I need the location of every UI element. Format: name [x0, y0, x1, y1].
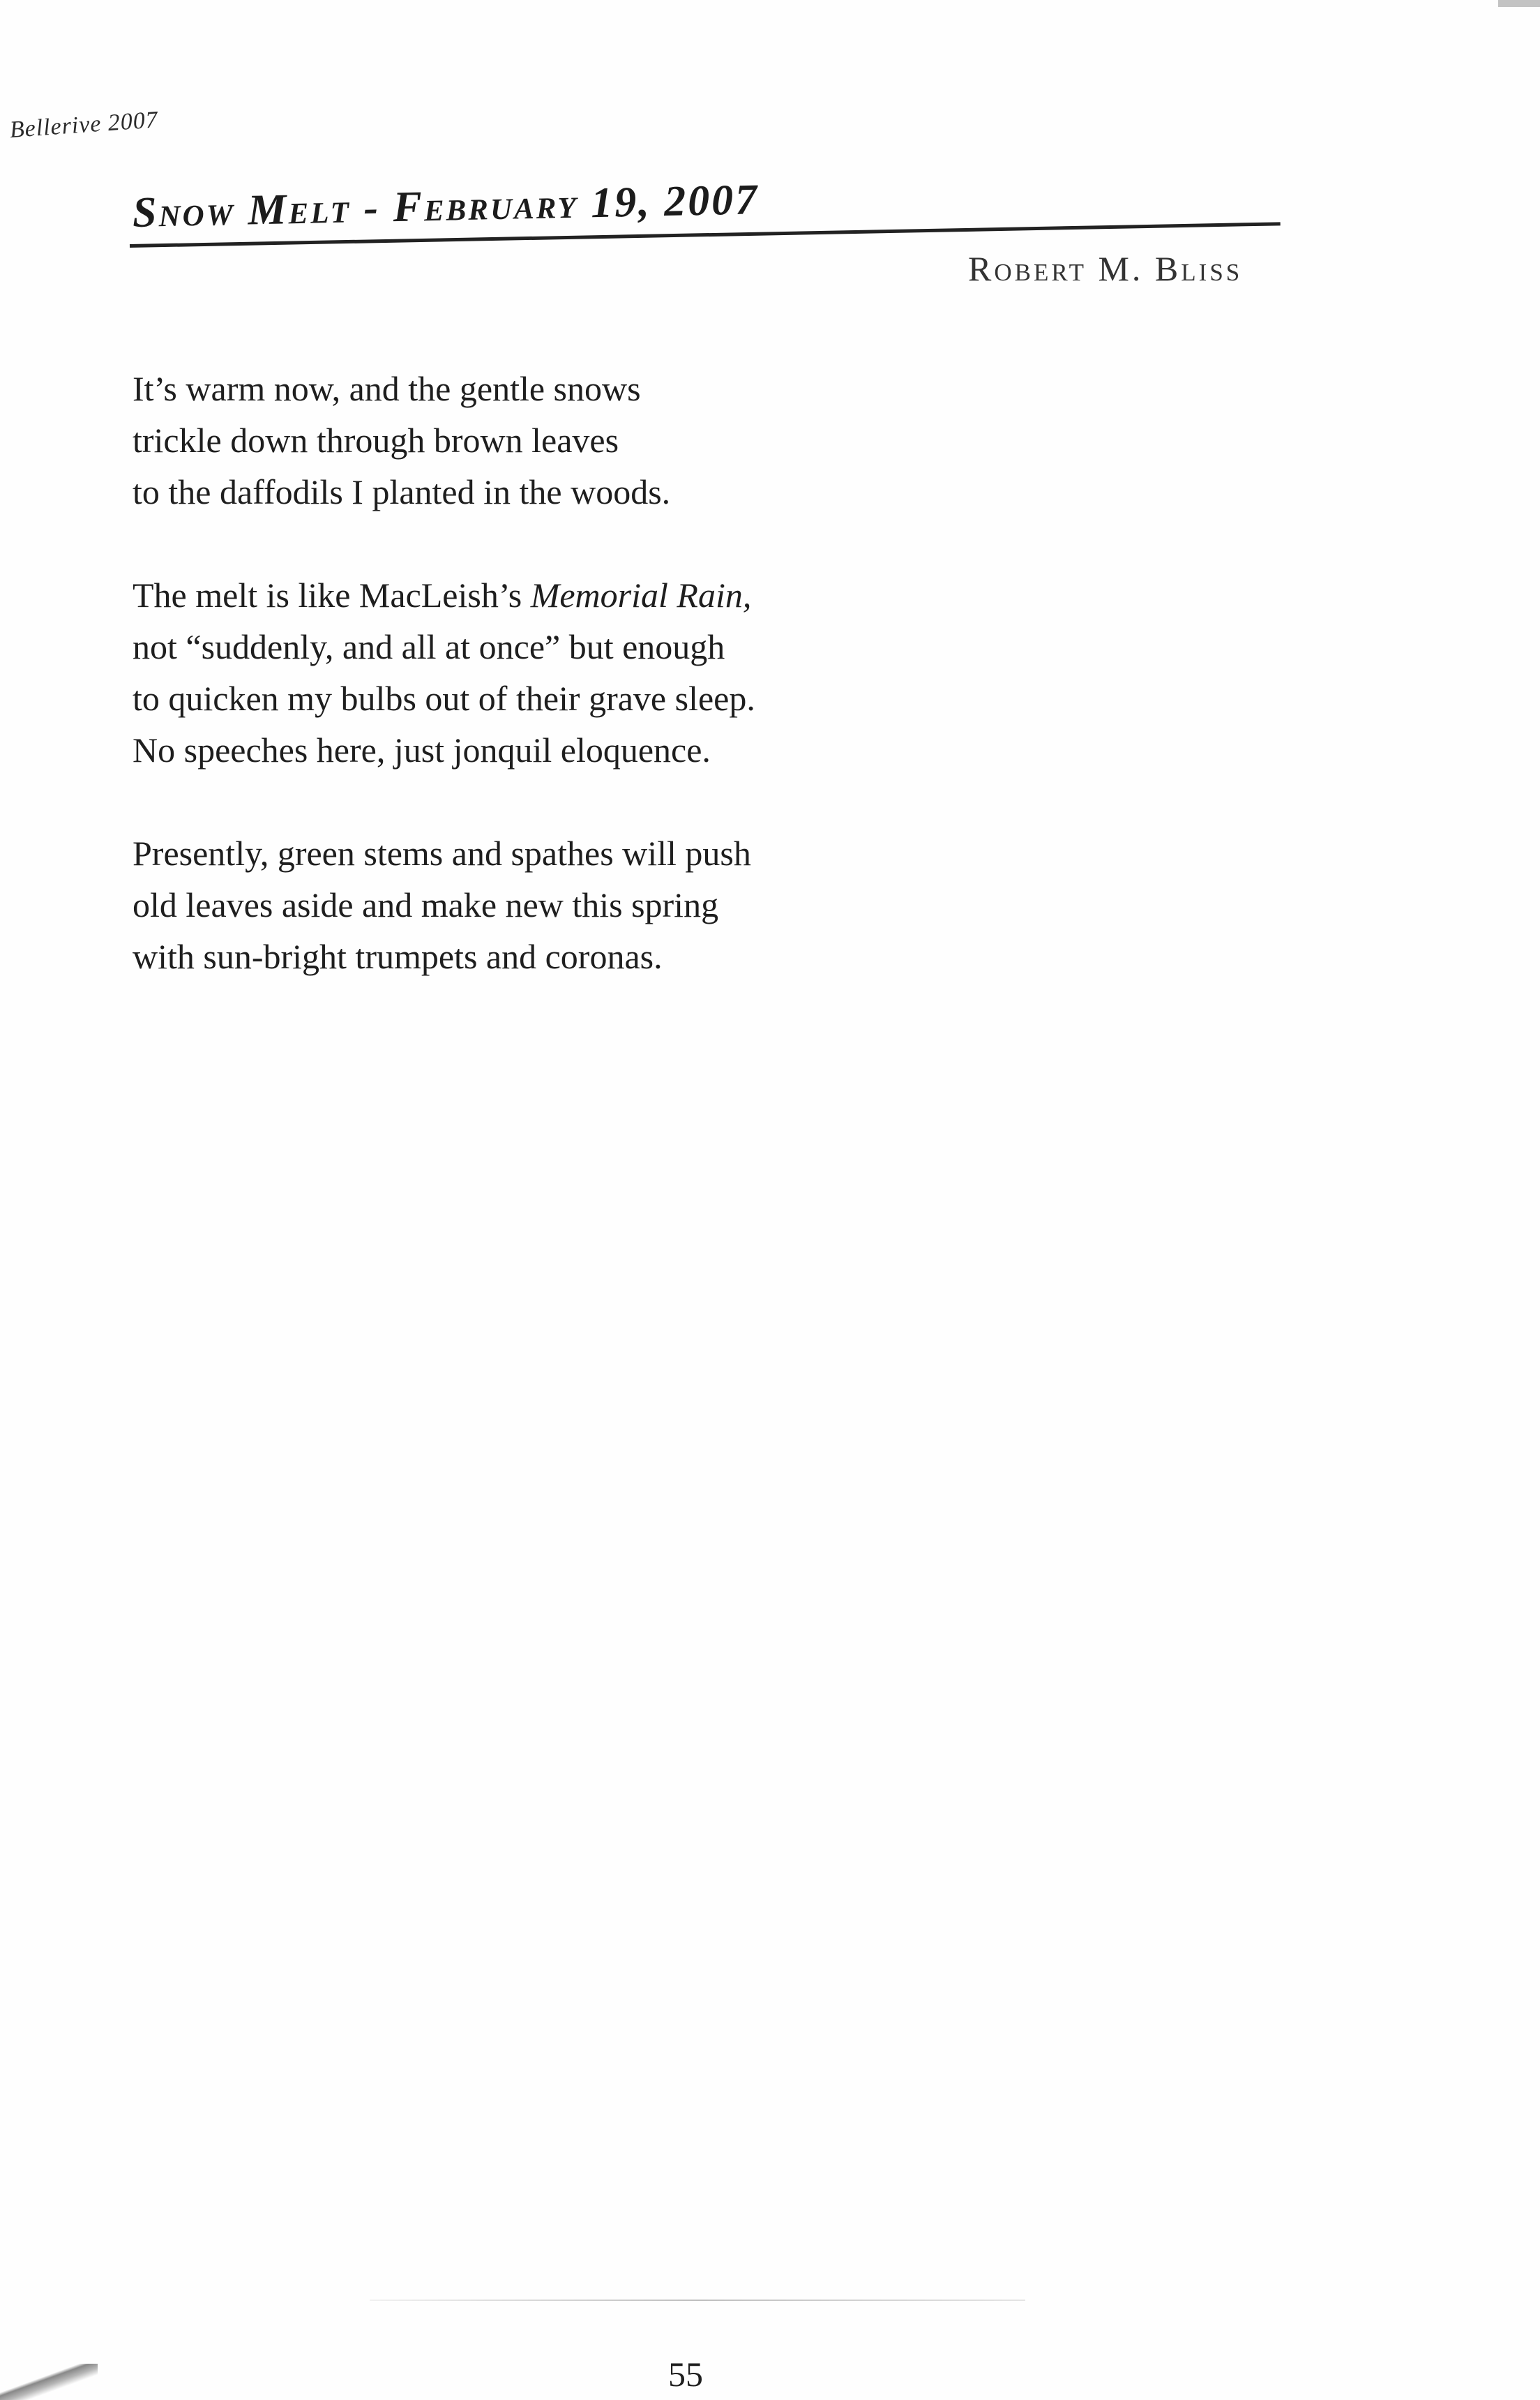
poem-line: trickle down through brown leaves — [133, 421, 619, 460]
poem-line-italic-title: Memorial Rain, — [530, 576, 752, 615]
poem-line: It’s warm now, and the gentle snows — [133, 369, 641, 408]
poem-line — [133, 569, 1109, 621]
poem-body — [133, 363, 1109, 1034]
poem-author: Robert M. Bliss — [968, 249, 1243, 288]
stanza-1 — [133, 363, 1109, 518]
poem-line-text: The melt is like MacLeish’s — [133, 576, 531, 615]
page-number: 55 — [668, 2355, 703, 2394]
footer-rule — [370, 2300, 1025, 2301]
poem-line: not “suddenly, and all at once” but enough — [133, 627, 725, 666]
page-edge-shadow — [1498, 0, 1540, 7]
stanza-3 — [133, 827, 1109, 982]
page-corner-shadow — [0, 2364, 98, 2400]
poem-line: to the daffodils I planted in the woods. — [133, 472, 671, 511]
poem-title: Snow Melt - February 19, 2007 — [132, 176, 760, 237]
stanza-2 — [133, 569, 1109, 776]
poem-line: with sun-bright trumpets and coronas. — [133, 937, 663, 976]
poem-line: to quicken my bulbs out of their grave sleep. — [133, 679, 755, 718]
poem-line: No speeches here, just jonquil eloquence. — [133, 730, 711, 770]
poem-line: old leaves aside and make new this spring — [133, 885, 719, 924]
running-head: Bellerive 2007 — [8, 107, 159, 143]
poem-line: Presently, green stems and spathes will push — [133, 834, 751, 873]
